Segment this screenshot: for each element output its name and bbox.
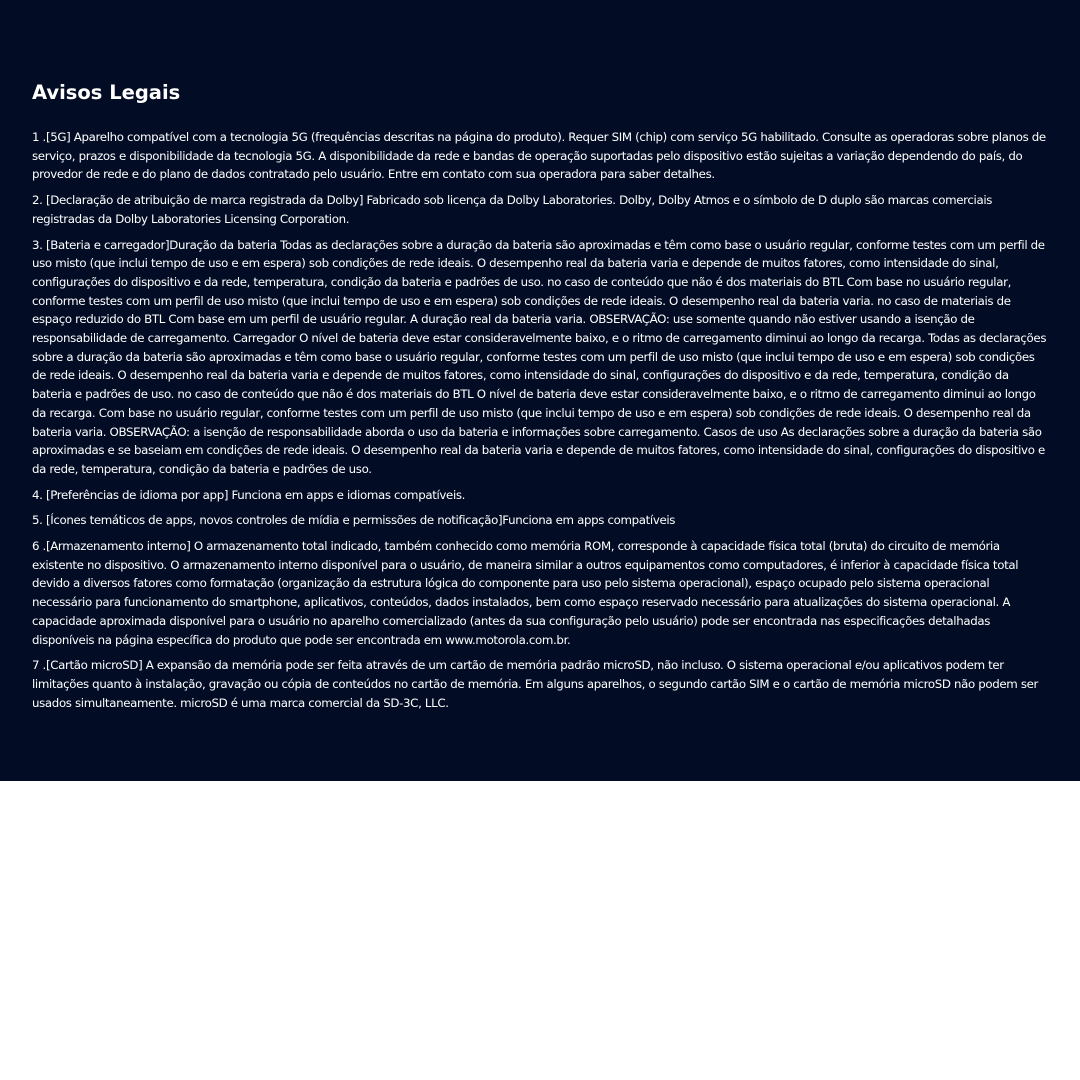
legal-item-themed-icons: 5. [Ícones temáticos de apps, novos controles de mídia e permissões de notificação]Funciona em apps compatíveis [32, 513, 676, 528]
legal-item-internal-storage: 6 .[Armazenamento interno] O armazenamento total indicado, também conhecido como memória ROM, corresponde à capacidade física total (bruta) do circuito de memória existente no dispositivo. O armazenamento interno disponível para o usuário, de maneira similar a outros equipamentos como computadores, é inferior à capacidade física total devido a diversos fatores como formatação (organização da estrutura lógica do componente para uso pelo sistema operacional), espaço ocupado pelo sistema operacional necessário para funcionamento do smartphone, aplicativos, conteúdos, dados instalados, bem como espaço reservado necessário para atualizações do sistema operacional. A capacidade aproximada disponível para o usuário no aparelho comercializado (antes da sua configuração pelo usuário) pode ser encontrada nas especificações detalhadas disponíveis na página específica do produto que pode ser encontrada em www.motorola.com.br. [32, 539, 1019, 647]
legal-item-battery-charger: 3. [Bateria e carregador]Duração da bateria Todas as declarações sobre a duração da bateria são aproximadas e têm como base o usuário regular, conforme testes com um perfil de uso misto (que inclui tempo de uso e em espera) sob condições de rede ideais. O desempenho real da bateria varia e depende de muitos fatores, como intensidade do sinal, configurações do dispositivo e da rede, temperatura, condição da bateria e padrões de uso. no caso de conteúdo que não é dos materiais do BTL Com base no usuário regular, conforme testes com um perfil de uso misto (que inclui tempo de uso e em espera) sob condições de rede ideais. O desempenho real da bateria varia. no caso de materiais de espaço reduzido do BTL Com base em um perfil de usuário regular. A duração real da bateria varia. OBSERVAÇÃO: use somente quando não estiver usando a isenção de responsabilidade de carregamento. Carregador O nível de bateria deve estar consideravelmente baixo, e o ritmo de carregamento diminui ao longo da recarga. Todas as declarações sobre a duração da bateria são aproximadas e têm como base o usuário regular, conforme testes com um perfil de uso misto (que inclui tempo de uso e em espera) sob condições de rede ideais. O desempenho real da bateria varia e depende de muitos fatores, como intensidade do sinal, configurações do dispositivo e da rede, temperatura, condição da bateria e padrões de uso. no caso de conteúdo que não é dos materiais do BTL O nível de bateria deve estar consideravelmente baixo, e o ritmo de carregamento diminui ao longo da recarga. Com base no usuário regular, conforme testes com um perfil de uso misto (que inclui tempo de uso e em espera) sob condições de rede ideais. O desempenho real da bateria varia. OBSERVAÇÃO: a isenção de responsabilidade aborda o uso da bateria e informações sobre carregamento. Casos de uso As declarações sobre a duração da bateria são aproximadas e se baseiam em condições de rede ideais. O desempenho real da bateria varia e depende de muitos fatores, como intensidade do sinal, configurações do dispositivo e da rede, temperatura, condição da bateria e padrões de uso. [32, 237, 1047, 476]
legal-item-microsd: 7 .[Cartão microSD] A expansão da memória pode ser feita através de um cartão de memória padrão microSD, não incluso. O sistema operacional e/ou aplicativos podem ter limitações quanto à instalação, gravação ou cópia de conteúdos no cartão de memória. Em alguns aparelhos, o segundo cartão SIM e o cartão de memória microSD não podem ser usados simultaneamente. microSD é uma marca comercial da SD-3C, LLC. [32, 658, 1039, 710]
legal-item-5g: 1 .[5G] Aparelho compatível com a tecnologia 5G (frequências descritas na página do produto). Requer SIM (chip) com serviço 5G habilitado. Consulte as operadoras sobre planos de serviço, prazos e disponibilidade da tecnologia 5G. A disponibilidade da rede e bandas de operação suportadas pelo dispositivo estão sujeitas a variação dependendo do país, do provedor de rede e do plano de dados contratado pelo usuário. Entre em contato com sua operadora para saber detalhes. [32, 130, 1046, 182]
legal-notices-title: Avisos Legais [32, 81, 181, 104]
blank-page-area [0, 781, 1080, 1080]
legal-item-dolby: 2. [Declaração de atribuição de marca registrada da Dolby] Fabricado sob licença da Dolby Laboratories. Dolby, Dolby Atmos e o símbolo de D duplo são marcas comerciais registradas da Dolby Laboratories Licensing Corporation. [32, 193, 993, 226]
legal-item-language-preferences: 4. [Preferências de idioma por app] Funciona em apps e idiomas compatíveis. [32, 487, 466, 502]
